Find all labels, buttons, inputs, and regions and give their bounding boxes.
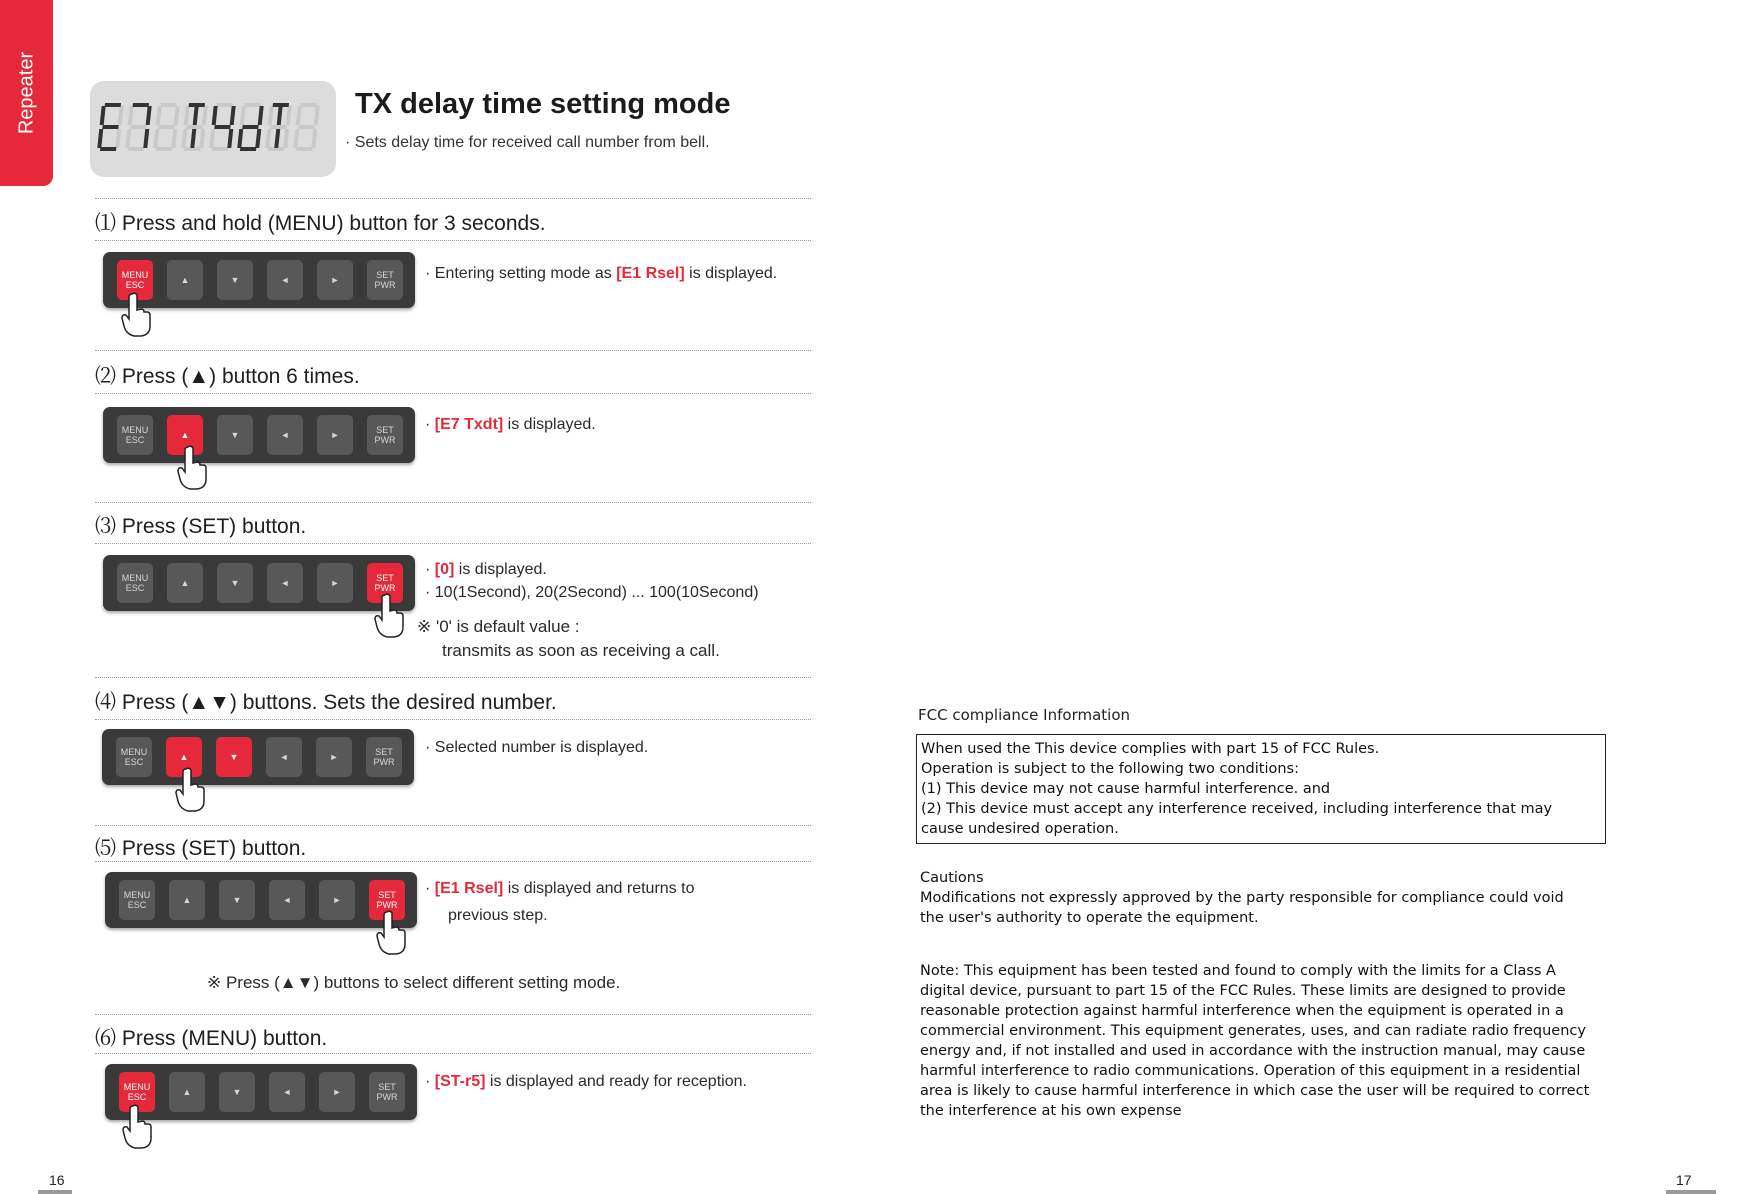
footer-bar bbox=[38, 1190, 72, 1194]
keypad bbox=[105, 1064, 417, 1120]
down-key[interactable]: ▼ bbox=[217, 563, 253, 603]
note-line: Note: This equipment has been tested and found to comply with the limits for a Class A bbox=[920, 963, 1556, 979]
divider bbox=[95, 543, 811, 544]
fcc-heading: FCC compliance Information bbox=[918, 706, 1131, 724]
divider bbox=[95, 719, 811, 720]
page-number-left: 16 bbox=[49, 1172, 65, 1188]
footer-bar bbox=[1666, 1190, 1716, 1194]
down-key[interactable]: ▼ bbox=[219, 880, 255, 920]
step-6-desc: · [ST-r5] is displayed and ready for reception. bbox=[425, 1073, 747, 1090]
keypad bbox=[103, 252, 415, 308]
up-key[interactable]: ▲ bbox=[167, 260, 203, 300]
note-line: the interference at his own expense bbox=[920, 1103, 1182, 1119]
left-key[interactable]: ◄ bbox=[267, 415, 303, 455]
step-4-desc: · Selected number is displayed. bbox=[425, 739, 649, 756]
fcc-note bbox=[920, 961, 1640, 1121]
cautions-title: Cautions bbox=[920, 870, 984, 886]
section-tab bbox=[0, 0, 53, 186]
right-key[interactable]: ► bbox=[317, 260, 353, 300]
left-key[interactable]: ◄ bbox=[266, 737, 302, 777]
right-key[interactable]: ► bbox=[316, 737, 352, 777]
menu-esc-key[interactable]: MENU ESC bbox=[117, 415, 153, 455]
menu-esc-key[interactable]: MENU ESC bbox=[117, 260, 153, 300]
pointing-hand-icon bbox=[121, 1104, 155, 1150]
step-3-range: · 10(1Second), 20(2Second) ... 100(10Second) bbox=[425, 584, 759, 601]
page-subtitle: · Sets delay time for received call number from bell. bbox=[345, 134, 710, 151]
right-key[interactable]: ► bbox=[319, 880, 355, 920]
up-key[interactable]: ▲ bbox=[169, 880, 205, 920]
set-pwr-key[interactable]: SET PWR bbox=[367, 563, 403, 603]
cautions-line: Modifications not expressly approved by the party responsible for compliance could void bbox=[920, 890, 1564, 906]
fcc-box bbox=[916, 734, 1606, 844]
step-5-note: ※ Press (▲▼) buttons to select different setting mode. bbox=[207, 973, 621, 992]
divider bbox=[95, 240, 811, 241]
divider bbox=[95, 1053, 811, 1054]
step-2-desc: · [E7 Txdt] is displayed. bbox=[425, 416, 596, 433]
note-line: digital device, pursuant to part 15 of the FCC Rules. These limits are designed to provide bbox=[920, 983, 1566, 999]
right-key[interactable]: ► bbox=[317, 415, 353, 455]
fcc-line: (1) This device may not cause harmful interference. and bbox=[921, 781, 1331, 797]
step-5-desc-cont: previous step. bbox=[448, 907, 548, 924]
set-pwr-key[interactable]: SET PWR bbox=[366, 737, 402, 777]
up-key[interactable]: ▲ bbox=[169, 1072, 205, 1112]
fcc-line: cause undesired operation. bbox=[921, 821, 1119, 837]
divider bbox=[95, 825, 811, 826]
up-key[interactable]: ▲ bbox=[167, 563, 203, 603]
down-key[interactable]: ▼ bbox=[217, 260, 253, 300]
page-number-right: 17 bbox=[1676, 1172, 1692, 1188]
down-key[interactable]: ▼ bbox=[216, 737, 252, 777]
right-key[interactable]: ► bbox=[317, 563, 353, 603]
step-5-desc: · [E1 Rsel] is displayed and returns to bbox=[425, 880, 695, 897]
up-key[interactable]: ▲ bbox=[167, 415, 203, 455]
down-key[interactable]: ▼ bbox=[217, 415, 253, 455]
left-key[interactable]: ◄ bbox=[269, 1072, 305, 1112]
step-2-title: ⑵ Press (▲) button 6 times. bbox=[95, 365, 360, 388]
step-1-desc: · Entering setting mode as [E1 Rsel] is displayed. bbox=[425, 265, 778, 282]
left-key[interactable]: ◄ bbox=[267, 563, 303, 603]
set-pwr-key[interactable]: SET PWR bbox=[367, 260, 403, 300]
divider bbox=[95, 502, 811, 503]
up-key[interactable]: ▲ bbox=[166, 737, 202, 777]
down-key[interactable]: ▼ bbox=[219, 1072, 255, 1112]
menu-esc-key[interactable]: MENU ESC bbox=[119, 880, 155, 920]
step-3-desc: · [0] is displayed. bbox=[425, 561, 547, 578]
section-tab-label: Repeater bbox=[15, 51, 37, 135]
step-3-note-cont: transmits as soon as receiving a call. bbox=[442, 641, 720, 660]
step-4-title: ⑷ Press (▲▼) buttons. Sets the desired number. bbox=[95, 691, 557, 714]
left-key[interactable]: ◄ bbox=[269, 880, 305, 920]
fcc-line: Operation is subject to the following two conditions: bbox=[921, 761, 1299, 777]
fcc-line: When used the This device complies with part 15 of FCC Rules. bbox=[921, 741, 1380, 757]
right-key[interactable]: ► bbox=[319, 1072, 355, 1112]
keypad bbox=[103, 407, 415, 463]
note-line: commercial environment. This equipment generates, uses, and can radiate radio frequency bbox=[920, 1023, 1586, 1039]
note-line: area is likely to cause harmful interference in which case the user will be required to correct bbox=[920, 1083, 1590, 1099]
step-5-title: ⑸ Press (SET) button. bbox=[95, 837, 307, 860]
fcc-line: (2) This device must accept any interference received, including interference that may bbox=[921, 801, 1553, 817]
cautions-line: the user's authority to operate the equipment. bbox=[920, 910, 1259, 926]
menu-esc-key[interactable]: MENU ESC bbox=[116, 737, 152, 777]
pointing-hand-icon bbox=[375, 910, 409, 956]
set-pwr-key[interactable]: SET PWR bbox=[367, 415, 403, 455]
divider bbox=[95, 861, 811, 862]
divider bbox=[95, 1014, 811, 1015]
pointing-hand-icon bbox=[176, 445, 210, 491]
keypad bbox=[103, 555, 415, 611]
step-3-note: ※ '0' is default value : bbox=[417, 617, 580, 636]
keypad bbox=[105, 872, 417, 928]
menu-esc-key[interactable]: MENU ESC bbox=[119, 1072, 155, 1112]
divider bbox=[95, 350, 811, 351]
divider bbox=[95, 677, 811, 678]
step-6-title: ⑹ Press (MENU) button. bbox=[95, 1027, 328, 1050]
set-pwr-key[interactable]: SET PWR bbox=[369, 1072, 405, 1112]
note-line: energy and, if not installed and used in accordance with the instruction manual, may cause bbox=[920, 1043, 1586, 1059]
page-title: TX delay time setting mode bbox=[355, 88, 731, 120]
divider bbox=[95, 393, 811, 394]
pointing-hand-icon bbox=[174, 767, 208, 813]
note-line: harmful interference to radio communications. Operation of this equipment in a residential bbox=[920, 1063, 1581, 1079]
divider bbox=[95, 198, 811, 199]
step-3-title: ⑶ Press (SET) button. bbox=[95, 515, 307, 538]
lcd-display bbox=[90, 81, 336, 177]
step-1-title: ⑴ Press and hold (MENU) button for 3 seconds. bbox=[95, 212, 546, 235]
lcd-digits-icon bbox=[90, 81, 336, 177]
left-key[interactable]: ◄ bbox=[267, 260, 303, 300]
cautions bbox=[920, 868, 1640, 928]
set-pwr-key[interactable]: SET PWR bbox=[369, 880, 405, 920]
menu-esc-key[interactable]: MENU ESC bbox=[117, 563, 153, 603]
keypad bbox=[102, 729, 414, 785]
note-line: reasonable protection against harmful interference when the equipment is operated in a bbox=[920, 1003, 1564, 1019]
pointing-hand-icon bbox=[120, 292, 154, 338]
pointing-hand-icon bbox=[373, 593, 407, 639]
